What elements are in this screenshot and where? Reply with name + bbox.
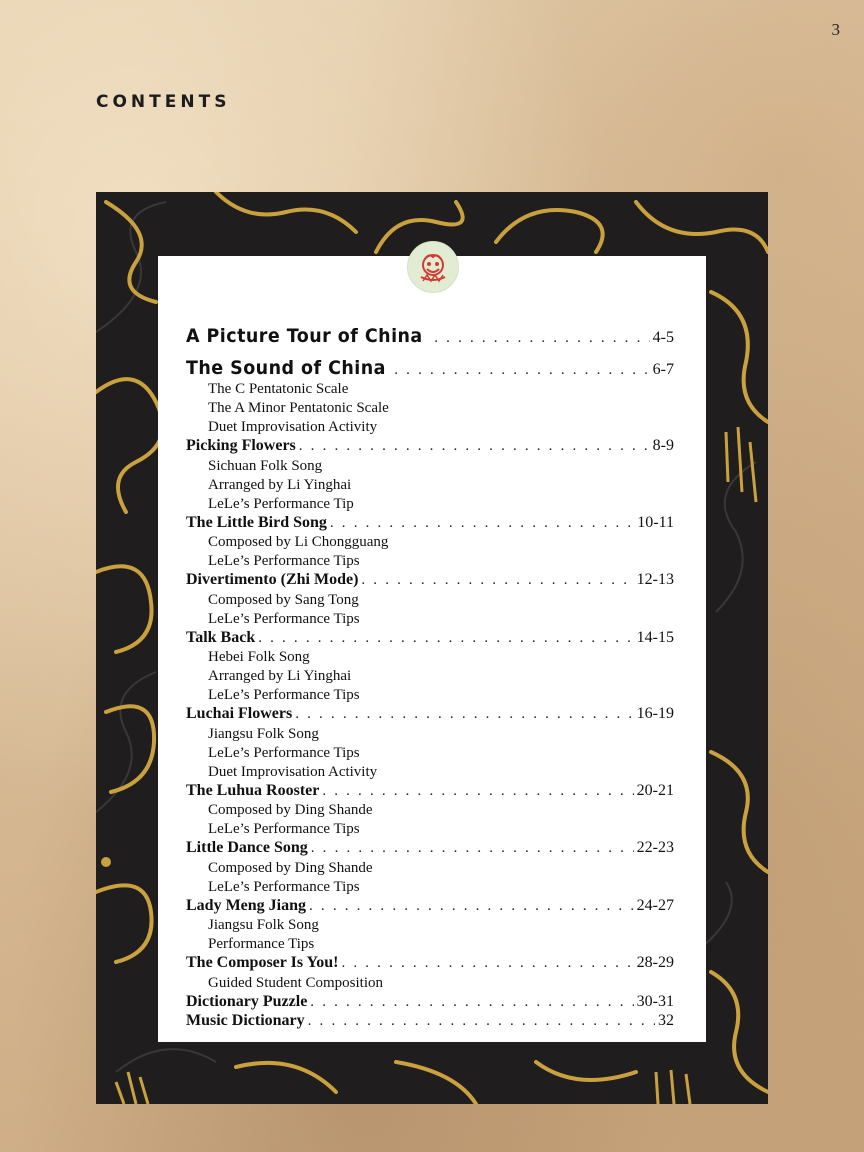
toc-subentry: Performance Tips: [208, 936, 315, 953]
toc-subentry: Duet Improvisation Activity: [208, 763, 378, 780]
toc-entry[interactable]: [186, 348, 674, 380]
toc-entry[interactable]: [186, 1012, 674, 1031]
toc-entry-pages: 30-31: [636, 992, 674, 1010]
toc-entry-title: Lady Meng Jiang: [186, 896, 307, 914]
toc-subentry: Arranged by Li Yinghai: [208, 668, 352, 685]
toc-entry-title: The Composer Is You!: [186, 954, 339, 972]
toc-entry-title: Luchai Flowers: [186, 705, 293, 723]
dot-leader: [299, 438, 650, 455]
toc-subentry: Sichuan Folk Song: [208, 457, 323, 474]
toc-subentry: LeLe’s Performance Tip: [208, 495, 354, 512]
toc-entry[interactable]: [186, 782, 674, 801]
toc-entry-title: The Little Bird Song: [186, 513, 327, 531]
toc-subentry: LeLe’s Performance Tips: [208, 610, 360, 627]
toc-entry[interactable]: [186, 316, 674, 348]
dot-leader: [361, 572, 633, 589]
toc-entry[interactable]: [186, 437, 674, 456]
toc-entry-title: Divertimento (Zhi Mode): [186, 571, 359, 589]
toc-entry-title: Music Dictionary: [186, 1012, 305, 1030]
toc-entry-pages: 12-13: [636, 571, 674, 589]
dot-leader: [310, 994, 633, 1011]
toc-subentry: Arranged by Li Yinghai: [208, 476, 352, 493]
toc-entry[interactable]: [186, 993, 674, 1012]
dot-leader: [341, 955, 633, 972]
dot-leader: [309, 898, 634, 915]
toc-subentry: LeLe’s Performance Tips: [208, 687, 360, 704]
toc-entry[interactable]: [186, 705, 674, 724]
toc-subentry: Composed by Sang Tong: [208, 591, 359, 608]
page-number: 3: [831, 20, 840, 39]
paper-cut-lion-icon: [407, 241, 459, 293]
toc-entry-pages: 8-9: [652, 437, 674, 455]
dot-leader: [258, 630, 633, 647]
toc-subentry: Hebei Folk Song: [208, 649, 310, 666]
toc-entry[interactable]: [186, 571, 674, 590]
toc-subentry: Jiangsu Folk Song: [208, 917, 319, 934]
toc-subentry: LeLe’s Performance Tips: [208, 744, 360, 761]
toc-entry-pages: 22-23: [636, 839, 674, 857]
toc-subentry: Composed by Ding Shande: [208, 802, 373, 819]
toc-entry-pages: 32: [658, 1012, 674, 1030]
table-of-contents: [186, 316, 674, 1031]
toc-subentry: The A Minor Pentatonic Scale: [208, 400, 389, 417]
toc-subentry: Jiangsu Folk Song: [208, 725, 319, 742]
toc-subentry: Composed by Li Chongguang: [208, 534, 389, 551]
dot-leader: [311, 840, 634, 857]
dot-leader: [308, 1013, 655, 1030]
toc-entry-title: Little Dance Song: [186, 839, 308, 857]
toc-subentry: LeLe’s Performance Tips: [208, 821, 360, 838]
toc-subentry: Composed by Ding Shande: [208, 859, 373, 876]
toc-entry-pages: 20-21: [636, 781, 674, 799]
toc-entry-pages: 14-15: [636, 628, 674, 646]
toc-entry-title: A Picture Tour of China: [186, 325, 423, 347]
dot-leader: [322, 783, 633, 800]
toc-entry-pages: 24-27: [636, 896, 674, 914]
toc-entry[interactable]: [186, 629, 674, 648]
toc-entry[interactable]: [186, 954, 674, 973]
toc-subentry: LeLe’s Performance Tips: [208, 878, 360, 895]
toc-entry[interactable]: [186, 839, 674, 858]
dot-leader: [434, 330, 649, 347]
toc-entry-pages: 4-5: [652, 329, 674, 346]
toc-entry-title: The Luhua Rooster: [186, 781, 320, 799]
toc-subentry: The C Pentatonic Scale: [208, 381, 349, 397]
toc-subentry: Duet Improvisation Activity: [208, 419, 378, 436]
toc-entry-pages: 6-7: [652, 361, 674, 378]
toc-entry[interactable]: [186, 514, 674, 533]
toc-entry[interactable]: [186, 897, 674, 916]
toc-subentry: Guided Student Composition: [208, 974, 384, 991]
toc-entry-title: Picking Flowers: [186, 437, 296, 455]
toc-entry-pages: 10-11: [637, 513, 674, 531]
toc-entry-title: Dictionary Puzzle: [186, 992, 308, 1010]
dot-leader: [394, 362, 649, 379]
dot-leader: [295, 706, 633, 723]
toc-entry-title: The Sound of China: [186, 357, 386, 379]
contents-heading: CONTENTS: [96, 92, 231, 112]
toc-entry-title: Talk Back: [186, 628, 256, 646]
toc-entry-pages: 16-19: [636, 705, 674, 723]
toc-entry-pages: 28-29: [636, 954, 674, 972]
toc-subentry: LeLe’s Performance Tips: [208, 553, 360, 570]
dot-leader: [330, 515, 634, 532]
